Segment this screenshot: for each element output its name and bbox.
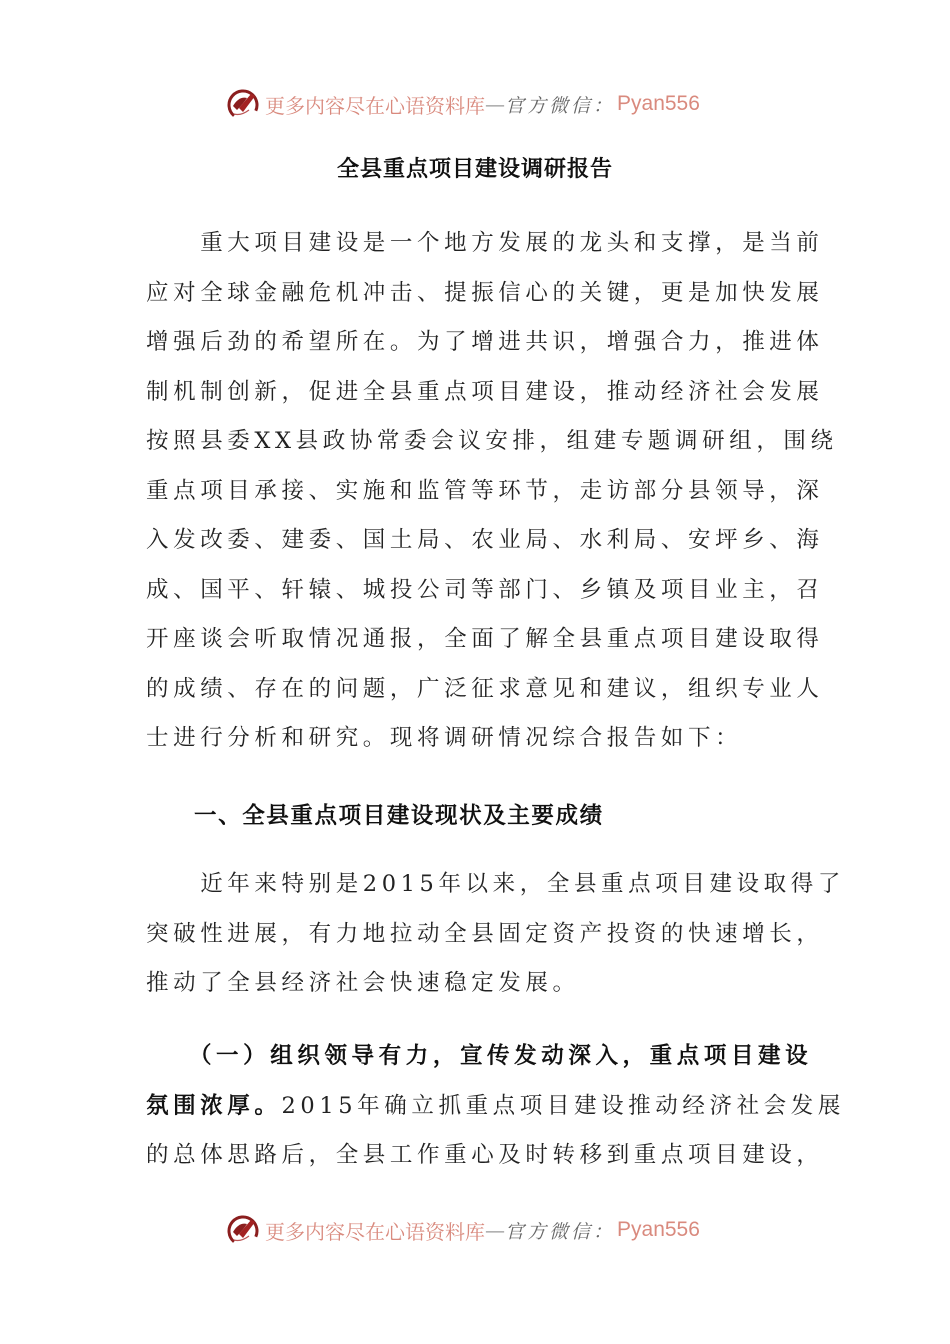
text-line: 成、国平、轩辕、城投公司等部门、乡镇及项目业主，召 — [146, 576, 824, 603]
section-heading: 一、全县重点项目建设现状及主要成绩 — [194, 803, 604, 829]
text-line: 士进行分析和研究。现将调研情况综合报告如下： — [146, 725, 743, 751]
text-line: 的成绩、存在的问题，广泛征求意见和建议，组织专业人 — [146, 675, 824, 702]
text-line: 按照县委XX县政协常委会议安排，组建专题调研组，围绕 — [146, 428, 838, 454]
text-line: 的总体思路后，全县工作重心及时转移到重点项目建设， — [146, 1142, 824, 1168]
text-line: 增强后劲的希望所在。为了增进共识，增强合力，推进体 — [146, 329, 824, 355]
pen-nib-logo-icon — [225, 86, 261, 122]
watermark-banner-bottom — [225, 1210, 725, 1250]
watermark-banner-top — [225, 84, 725, 124]
text-line: 突破性进展，有力地拉动全县固定资产投资的快速增长， — [146, 920, 824, 947]
intro-paragraph — [146, 219, 838, 764]
text-line: 近年来特别是2015年以来，全县重点项目建设取得了 — [146, 871, 845, 897]
subsection-heading-end: 氛围浓厚。 — [146, 1092, 282, 1119]
text-line: 开座谈会听取情况通报，全面了解全县重点项目建设取得 — [146, 626, 824, 652]
text-line — [146, 1082, 845, 1132]
text-line: 推动了全县经济社会快速稳定发展。 — [146, 970, 580, 996]
subsection-heading: （一）组织领导有力，宣传发动深入，重点项目建设 — [146, 1043, 813, 1069]
text-run: 2015年确立抓重点项目建设推动经济社会发展 — [281, 1092, 845, 1119]
watermark-wechat-label: 官方微信： — [505, 94, 616, 117]
watermark-wechat-id: Pyan556 — [617, 1218, 700, 1241]
text-line: 重点项目承接、实施和监管等环节，走访部分县领导，深 — [146, 477, 824, 504]
watermark-text: 更多内容尽在心语资料库 — [265, 93, 485, 118]
watermark-wechat-id: Pyan556 — [617, 92, 700, 115]
text-line: 制机制创新，促进全县重点项目建设，推动经济社会发展 — [146, 378, 824, 405]
text-line: 应对全球金融危机冲击、提振信心的关键，更是加快发展 — [146, 279, 824, 306]
watermark-wechat-label: 官方微信： — [505, 1220, 616, 1243]
pen-nib-logo-icon — [225, 1212, 261, 1248]
subsection1-paragraph — [146, 1032, 845, 1181]
section1-paragraph — [146, 860, 845, 1009]
watermark-dash: — — [485, 92, 505, 116]
text-line: 重大项目建设是一个地方发展的龙头和支撑，是当前 — [146, 230, 824, 256]
watermark-dash: — — [485, 1218, 505, 1242]
watermark-text: 更多内容尽在心语资料库 — [265, 1219, 485, 1244]
document-title: 全县重点项目建设调研报告 — [336, 156, 613, 182]
text-line: 入发改委、建委、国土局、农业局、水利局、安坪乡、海 — [146, 527, 824, 553]
